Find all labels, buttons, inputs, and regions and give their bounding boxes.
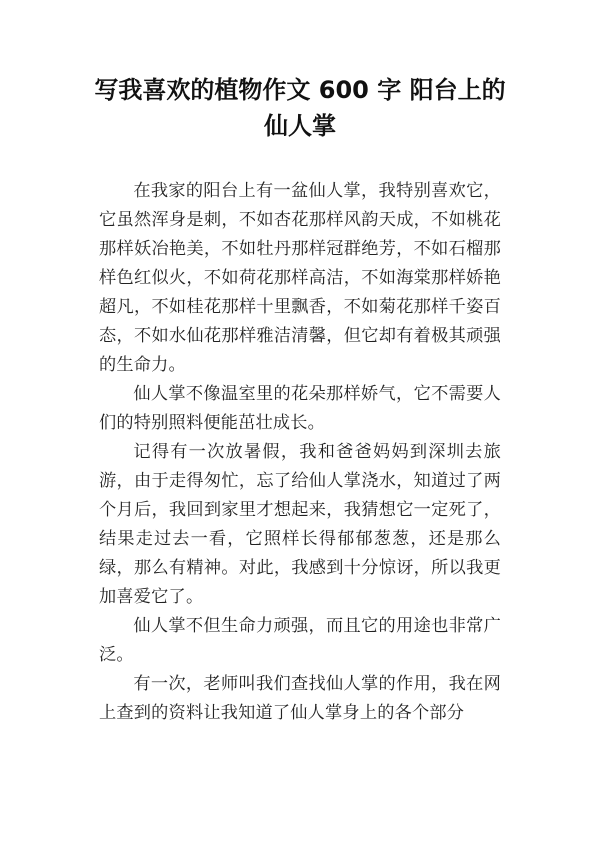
paragraph: 记得有一次放暑假，我和爸爸妈妈到深圳去旅游，由于走得匆忙，忘了给仙人掌浇水，知道过了两个月后，我回到家里才想起来，我猜想它一定死了，结果走过去一看，它照样长得郁郁葱葱，还是那么绿，那么有精神。对此，我感到十分惊讶，所以我更加喜爱它了。 xyxy=(99,442,501,607)
article-body xyxy=(99,177,501,728)
paragraph: 仙人掌不但生命力顽强，而且它的用途也非常广泛。 xyxy=(99,616,501,665)
title-line-2: 仙人掌 xyxy=(264,112,336,140)
page-title xyxy=(80,72,520,144)
title-line-1: 写我喜欢的植物作文 600 字 阳台上的 xyxy=(94,76,506,104)
paragraph: 在我家的阳台上有一盆仙人掌，我特别喜欢它，它虽然浑身是刺，不如杏花那样风韵天成，不如桃花那样妖冶艳美，不如牡丹那样冠群绝芳，不如石榴那样色红似火，不如荷花那样高洁，不如海棠那样娇艳超凡，不如桂花那样十里飘香，不如菊花那样千姿百态，不如水仙花那样雅洁清馨，但它却有着极其顽强的生命力。 xyxy=(99,181,501,375)
paragraph: 有一次，老师叫我们查找仙人掌的作用，我在网上查到的资料让我知道了仙人掌身上的各个部分 xyxy=(99,674,501,723)
paragraph: 仙人掌不像温室里的花朵那样娇气，它不需要人们的特别照料便能茁壮成长。 xyxy=(99,384,501,433)
